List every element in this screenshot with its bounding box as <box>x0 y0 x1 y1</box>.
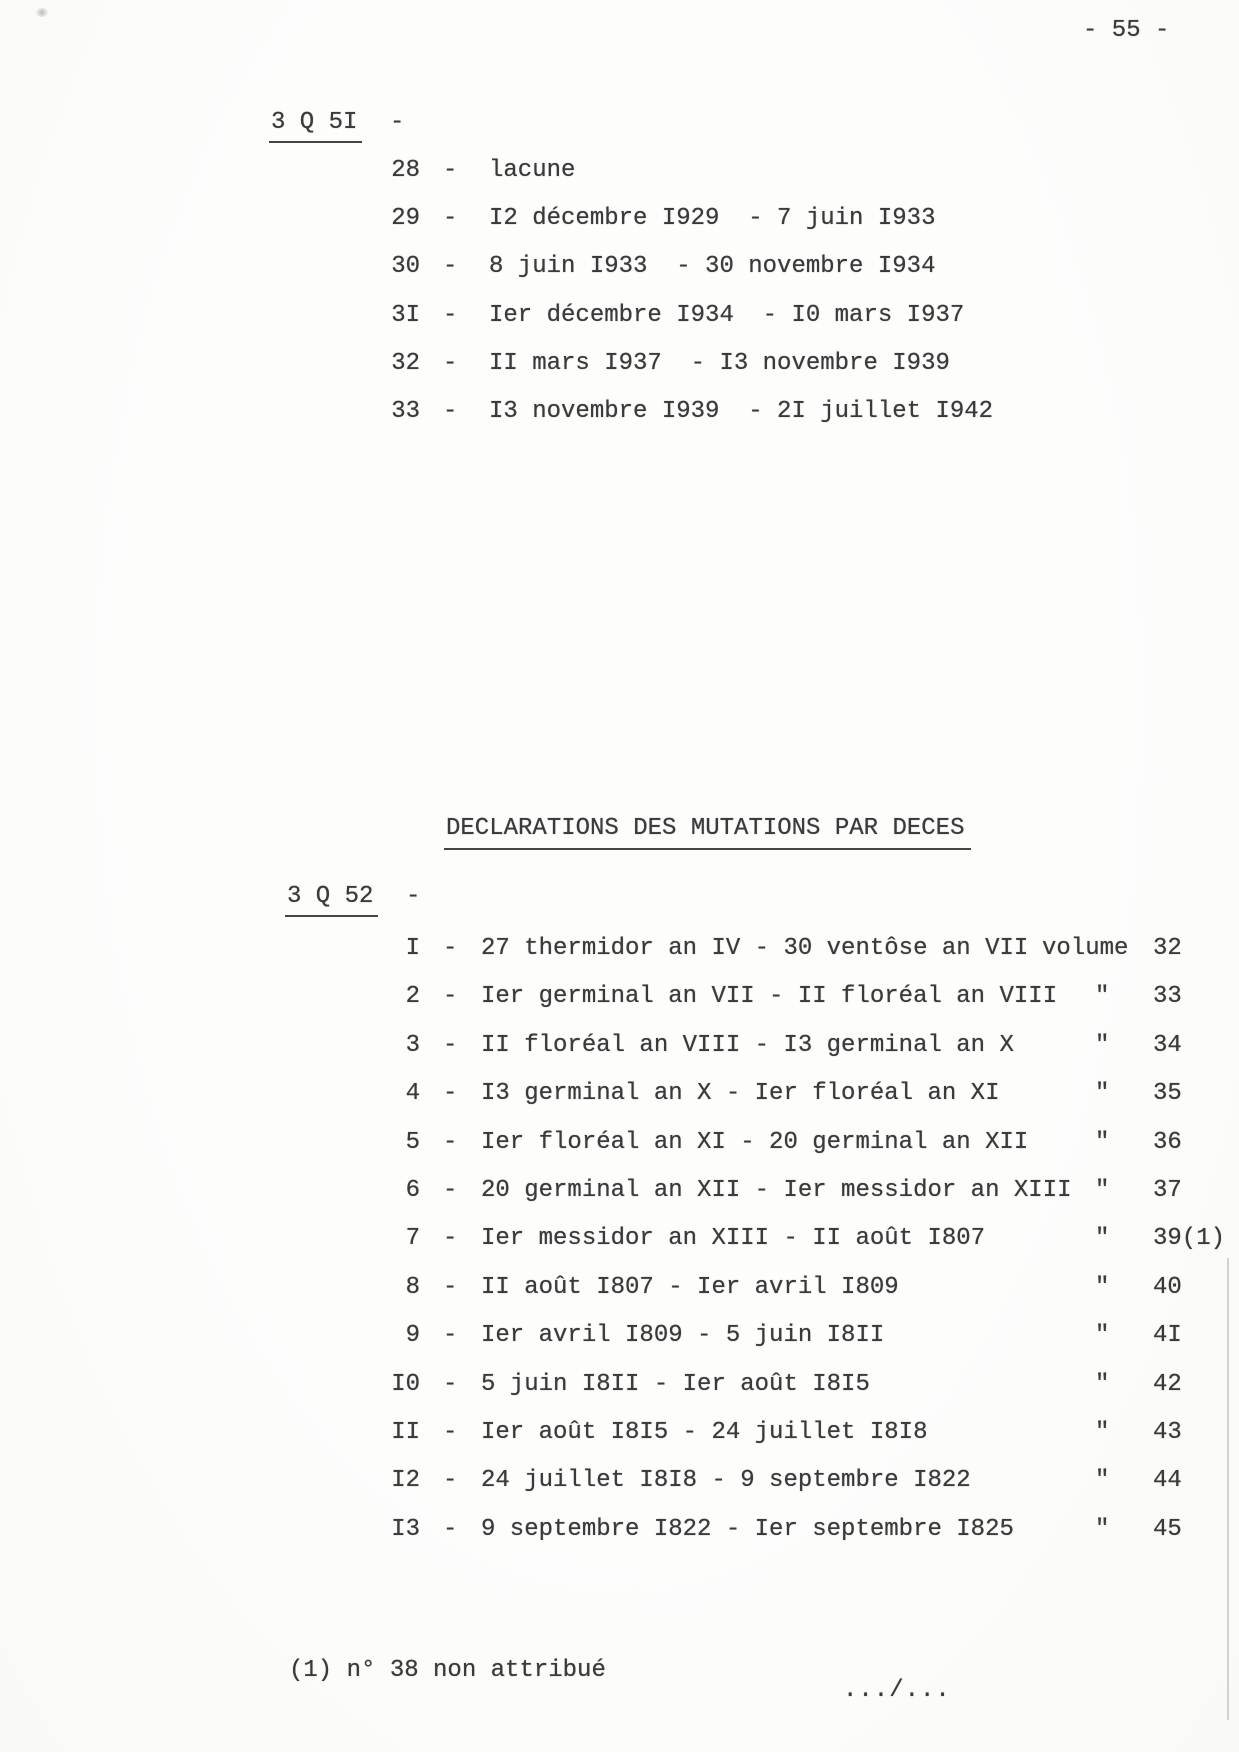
item-separator-dash: - <box>443 301 458 329</box>
volume-number: 42 <box>1153 1370 1182 1398</box>
item-date-range: lacune <box>489 157 576 184</box>
volume-unit-mark: volume <box>1042 935 1129 962</box>
item-separator-dash: - <box>443 1128 458 1156</box>
item-separator-dash: - <box>443 157 458 184</box>
volume-unit-mark: " <box>1095 983 1110 1011</box>
item-date-range: Ier août I8I5 - 24 juillet I8I8 <box>481 1419 928 1446</box>
volume-unit-mark: " <box>1095 1128 1110 1156</box>
item-separator-dash: - <box>443 398 458 425</box>
volume-unit-mark: " <box>1095 1225 1110 1253</box>
inventory-row <box>0 1226 1239 1256</box>
item-separator-dash: - <box>443 935 458 962</box>
item-date-range: I3 germinal an X - Ier floréal an XI <box>481 1080 1000 1108</box>
continuation-mark: .../... <box>843 1677 951 1704</box>
item-date-range: Ier messidor an XIII - II août I807 <box>481 1225 986 1253</box>
item-separator-dash: - <box>443 1322 458 1350</box>
item-number: 28 <box>391 157 420 184</box>
item-date-range: I3 novembre I939 - 2I juillet I942 <box>489 398 994 425</box>
document-title: DECLARATIONS DES MUTATIONS PAR DECES <box>444 816 971 850</box>
volume-number: 37 <box>1153 1177 1182 1204</box>
item-separator-dash: - <box>443 1419 458 1446</box>
item-number: 5 <box>405 1128 420 1156</box>
item-number: 30 <box>391 253 420 281</box>
item-number: 6 <box>405 1177 420 1204</box>
volume-unit-mark: " <box>1095 1322 1110 1350</box>
item-date-range: 20 germinal an XII - Ier messidor an XIII <box>481 1177 1072 1204</box>
volume-number: 40 <box>1153 1273 1182 1301</box>
item-number: 7 <box>405 1225 420 1253</box>
volume-unit-mark: " <box>1095 1273 1110 1301</box>
item-number: 3I <box>391 301 420 329</box>
item-number: 2 <box>405 983 420 1011</box>
item-separator-dash: - <box>443 1515 458 1543</box>
inventory-row <box>0 1323 1239 1353</box>
item-separator-dash: - <box>443 1467 458 1495</box>
series-code-3q52-dash: - <box>406 883 421 910</box>
item-date-range: II août I807 - Ier avril I809 <box>481 1273 899 1301</box>
volume-number: 35 <box>1153 1080 1182 1108</box>
volume-unit-mark: " <box>1095 1031 1110 1059</box>
volume-number: 36 <box>1153 1128 1182 1156</box>
volume-number: 45 <box>1153 1515 1182 1543</box>
item-separator-dash: - <box>443 1031 458 1059</box>
inventory-row <box>0 254 1239 284</box>
item-separator-dash: - <box>443 1225 458 1253</box>
volume-unit-mark: " <box>1095 1177 1110 1204</box>
item-date-range: Ier décembre I934 - I0 mars I937 <box>489 301 965 329</box>
inventory-row <box>0 206 1239 236</box>
inventory-row <box>0 303 1239 333</box>
inventory-row <box>0 1033 1239 1063</box>
item-number: 9 <box>405 1322 420 1350</box>
inventory-row <box>0 1178 1239 1208</box>
item-separator-dash: - <box>443 983 458 1011</box>
volume-unit-mark: " <box>1095 1370 1110 1398</box>
series-code-3q52: 3 Q 52 <box>285 884 378 917</box>
inventory-row <box>0 936 1239 966</box>
volume-unit-mark: " <box>1095 1080 1110 1108</box>
item-date-range: Ier germinal an VII - II floréal an VIII <box>481 983 1058 1011</box>
item-separator-dash: - <box>443 1177 458 1204</box>
item-number: 4 <box>405 1080 420 1108</box>
series-code-3q51-dash: - <box>390 109 405 136</box>
volume-number: 39(1) <box>1153 1225 1226 1253</box>
item-separator-dash: - <box>443 349 458 377</box>
inventory-row <box>0 1081 1239 1111</box>
inventory-row <box>0 1468 1239 1498</box>
item-date-range: 5 juin I8II - Ier août I8I5 <box>481 1370 870 1398</box>
item-date-range: 24 juillet I8I8 - 9 septembre I822 <box>481 1467 971 1495</box>
item-number: 32 <box>391 349 420 377</box>
page-number: - 55 - <box>1083 17 1170 44</box>
volume-number: 4I <box>1153 1322 1182 1350</box>
item-date-range: II mars I937 - I3 novembre I939 <box>489 349 950 377</box>
item-number: I3 <box>391 1515 420 1543</box>
item-date-range: 9 septembre I822 - Ier septembre I825 <box>481 1515 1014 1543</box>
inventory-row <box>0 1275 1239 1305</box>
inventory-row <box>0 1372 1239 1402</box>
volume-number: 44 <box>1153 1467 1182 1495</box>
item-number: 3 <box>405 1031 420 1059</box>
volume-unit-mark: " <box>1095 1419 1110 1446</box>
item-number: I <box>405 935 420 962</box>
inventory-row <box>0 399 1239 429</box>
item-separator-dash: - <box>443 1273 458 1301</box>
item-number: 8 <box>405 1273 420 1301</box>
inventory-row <box>0 158 1239 188</box>
item-separator-dash: - <box>443 1370 458 1398</box>
inventory-row <box>0 1517 1239 1547</box>
volume-number: 34 <box>1153 1031 1182 1059</box>
volume-unit-mark: " <box>1095 1515 1110 1543</box>
inventory-row <box>0 1420 1239 1450</box>
volume-number: 43 <box>1153 1419 1182 1446</box>
item-date-range: Ier avril I809 - 5 juin I8II <box>481 1322 885 1350</box>
item-date-range: I2 décembre I929 - 7 juin I933 <box>489 205 936 233</box>
item-number: 33 <box>391 398 420 425</box>
volume-number: 32 <box>1153 935 1182 962</box>
inventory-row <box>0 351 1239 381</box>
item-date-range: 27 thermidor an IV - 30 ventôse an VII <box>481 935 1029 962</box>
footnote: (1) n° 38 non attribué <box>289 1657 606 1684</box>
item-number: I2 <box>391 1467 420 1495</box>
item-date-range: Ier floréal an XI - 20 germinal an XII <box>481 1128 1029 1156</box>
volume-unit-mark: " <box>1095 1467 1110 1495</box>
scan-artifact-smudge <box>36 8 48 17</box>
item-separator-dash: - <box>443 205 458 233</box>
item-date-range: II floréal an VIII - I3 germinal an X <box>481 1031 1014 1059</box>
item-number: II <box>391 1419 420 1446</box>
inventory-row <box>0 1130 1239 1160</box>
item-date-range: 8 juin I933 - 30 novembre I934 <box>489 253 936 281</box>
item-number: 29 <box>391 205 420 233</box>
series-code-3q51: 3 Q 5I <box>269 110 362 143</box>
item-separator-dash: - <box>443 1080 458 1108</box>
scan-artifact-line <box>1227 1258 1229 1720</box>
inventory-row <box>0 984 1239 1014</box>
item-separator-dash: - <box>443 253 458 281</box>
volume-number: 33 <box>1153 983 1182 1011</box>
item-number: I0 <box>391 1370 420 1398</box>
